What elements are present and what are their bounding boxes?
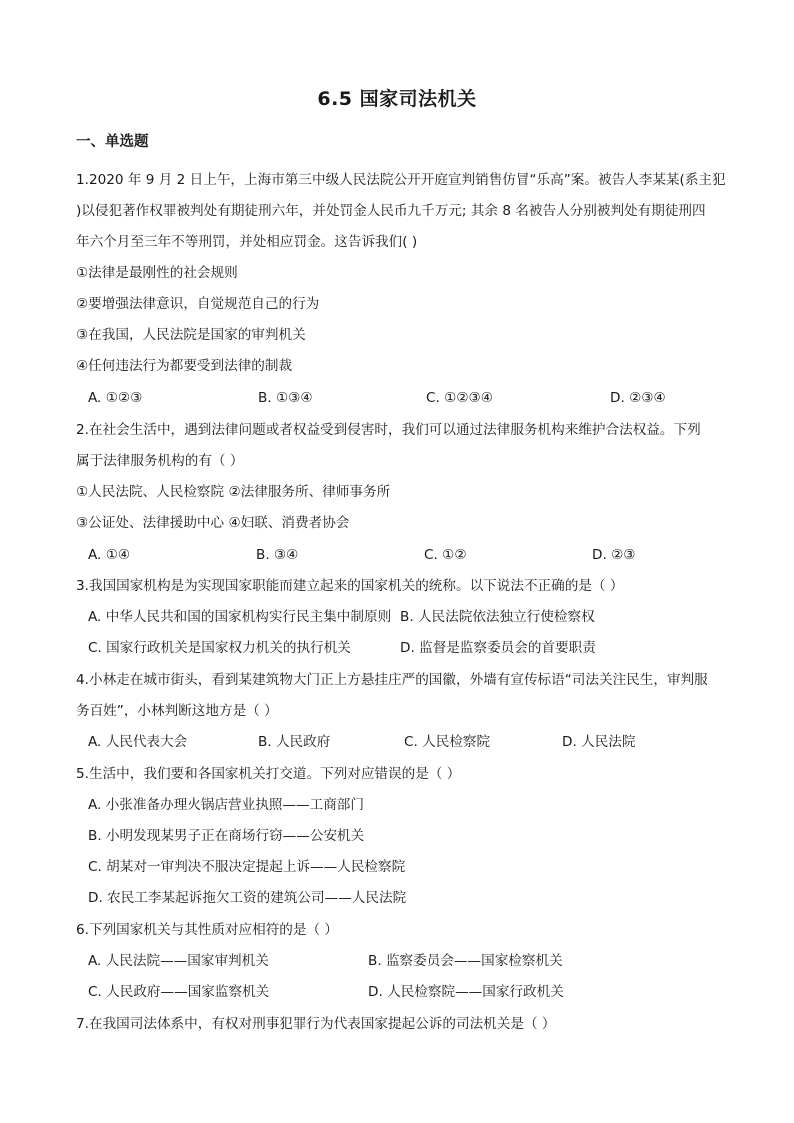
question-2-statement-2: ③公证处、法律援助中心 ④妇联、消费者协会 xyxy=(76,515,350,531)
question-2-line-1: 2.在社会生活中，遇到法律问题或者权益受到侵害时，我们可以通过法律服务机构来维护合法权益。下列 xyxy=(76,422,701,438)
question-2-option-c[interactable]: C. ①② xyxy=(424,547,467,563)
question-6-line-1: 6.下列国家机关与其性质对应相符的是（ ） xyxy=(76,922,338,938)
question-2-statement-1: ①人民法院、人民检察院 ②法律服务所、律师事务所 xyxy=(76,484,391,500)
question-1-option-c[interactable]: C. ①②③④ xyxy=(426,390,493,406)
question-1-line-2: )以侵犯著作权罪被判处有期徒刑六年，并处罚金人民币九千万元; 其余 8 名被告人分别被判处有期徒刑四 xyxy=(76,203,706,219)
page-title: 6.5 国家司法机关 xyxy=(317,88,477,110)
question-4-option-d[interactable]: D. 人民法院 xyxy=(562,734,636,750)
question-3-option-c[interactable]: C. 国家行政机关是国家权力机关的执行机关 xyxy=(88,640,351,656)
question-5-option-c[interactable]: C. 胡某对一审判决不服决定提起上诉——人民检察院 xyxy=(88,859,406,875)
question-1-statement-4: ④任何违法行为都要受到法律的制裁 xyxy=(76,358,293,374)
question-1-option-b[interactable]: B. ①③④ xyxy=(258,390,313,406)
question-3-option-a[interactable]: A. 中华人民共和国的国家机构实行民主集中制原则 xyxy=(88,609,392,625)
question-1-option-a[interactable]: A. ①②③ xyxy=(88,390,143,406)
question-6-option-b[interactable]: B. 监察委员会——国家检察机关 xyxy=(368,953,563,969)
question-5-line-1: 5.生活中，我们要和各国家机关打交道。下列对应错误的是（ ） xyxy=(76,766,461,782)
question-2-option-b[interactable]: B. ③④ xyxy=(256,547,299,563)
question-2-option-a[interactable]: A. ①④ xyxy=(88,547,131,563)
question-4-option-c[interactable]: C. 人民检察院 xyxy=(404,734,491,750)
question-4-option-b[interactable]: B. 人民政府 xyxy=(258,734,331,750)
question-6-option-a[interactable]: A. 人民法院——国家审判机关 xyxy=(88,953,269,969)
question-3-option-b[interactable]: B. 人民法院依法独立行使检察权 xyxy=(400,609,595,625)
question-4-line-1: 4.小林走在城市街头，看到某建筑物大门正上方悬挂庄严的国徽，外墙有宣传标语“司法关注民生，审判服 xyxy=(76,672,708,688)
question-2-line-2: 属于法律服务机构的有（ ） xyxy=(76,453,244,469)
question-4-line-2: 务百姓”，小林判断这地方是（ ） xyxy=(76,703,278,719)
question-3-line-1: 3.我国国家机构是为实现国家职能而建立起来的国家机关的统称。以下说法不正确的是（ ） xyxy=(76,578,624,594)
question-6-option-c[interactable]: C. 人民政府——国家监察机关 xyxy=(88,984,270,1000)
question-5-option-b[interactable]: B. 小明发现某男子正在商场行窃——公安机关 xyxy=(88,828,365,844)
question-2-option-d[interactable]: D. ②③ xyxy=(592,547,636,563)
question-1-line-3: 年六个月至三年不等刑罚，并处相应罚金。这告诉我们( ) xyxy=(76,234,418,250)
question-6-option-d[interactable]: D. 人民检察院——国家行政机关 xyxy=(368,984,564,1000)
question-7-line-1: 7.在我国司法体系中，有权对刑事犯罪行为代表国家提起公诉的司法机关是（ ） xyxy=(76,1016,556,1032)
question-5-option-d[interactable]: D. 农民工李某起诉拖欠工资的建筑公司——人民法院 xyxy=(88,890,407,906)
question-3-option-d[interactable]: D. 监督是监察委员会的首要职责 xyxy=(400,640,596,656)
question-1-statement-1: ①法律是最刚性的社会规则 xyxy=(76,265,238,281)
question-5-option-a[interactable]: A. 小张准备办理火锅店营业执照——工商部门 xyxy=(88,797,364,813)
section-heading: 一、单选题 xyxy=(76,134,149,150)
question-1-statement-2: ②要增强法律意识，自觉规范自己的行为 xyxy=(76,296,320,312)
question-4-option-a[interactable]: A. 人民代表大会 xyxy=(88,734,188,750)
question-1-statement-3: ③在我国，人民法院是国家的审判机关 xyxy=(76,327,306,343)
question-1-line-1: 1.2020 年 9 月 2 日上午，上海市第三中级人民法院公开开庭宣判销售仿冒“乐高”案。被告人李某某(系主犯 xyxy=(76,172,726,188)
question-1-option-d[interactable]: D. ②③④ xyxy=(610,390,666,406)
